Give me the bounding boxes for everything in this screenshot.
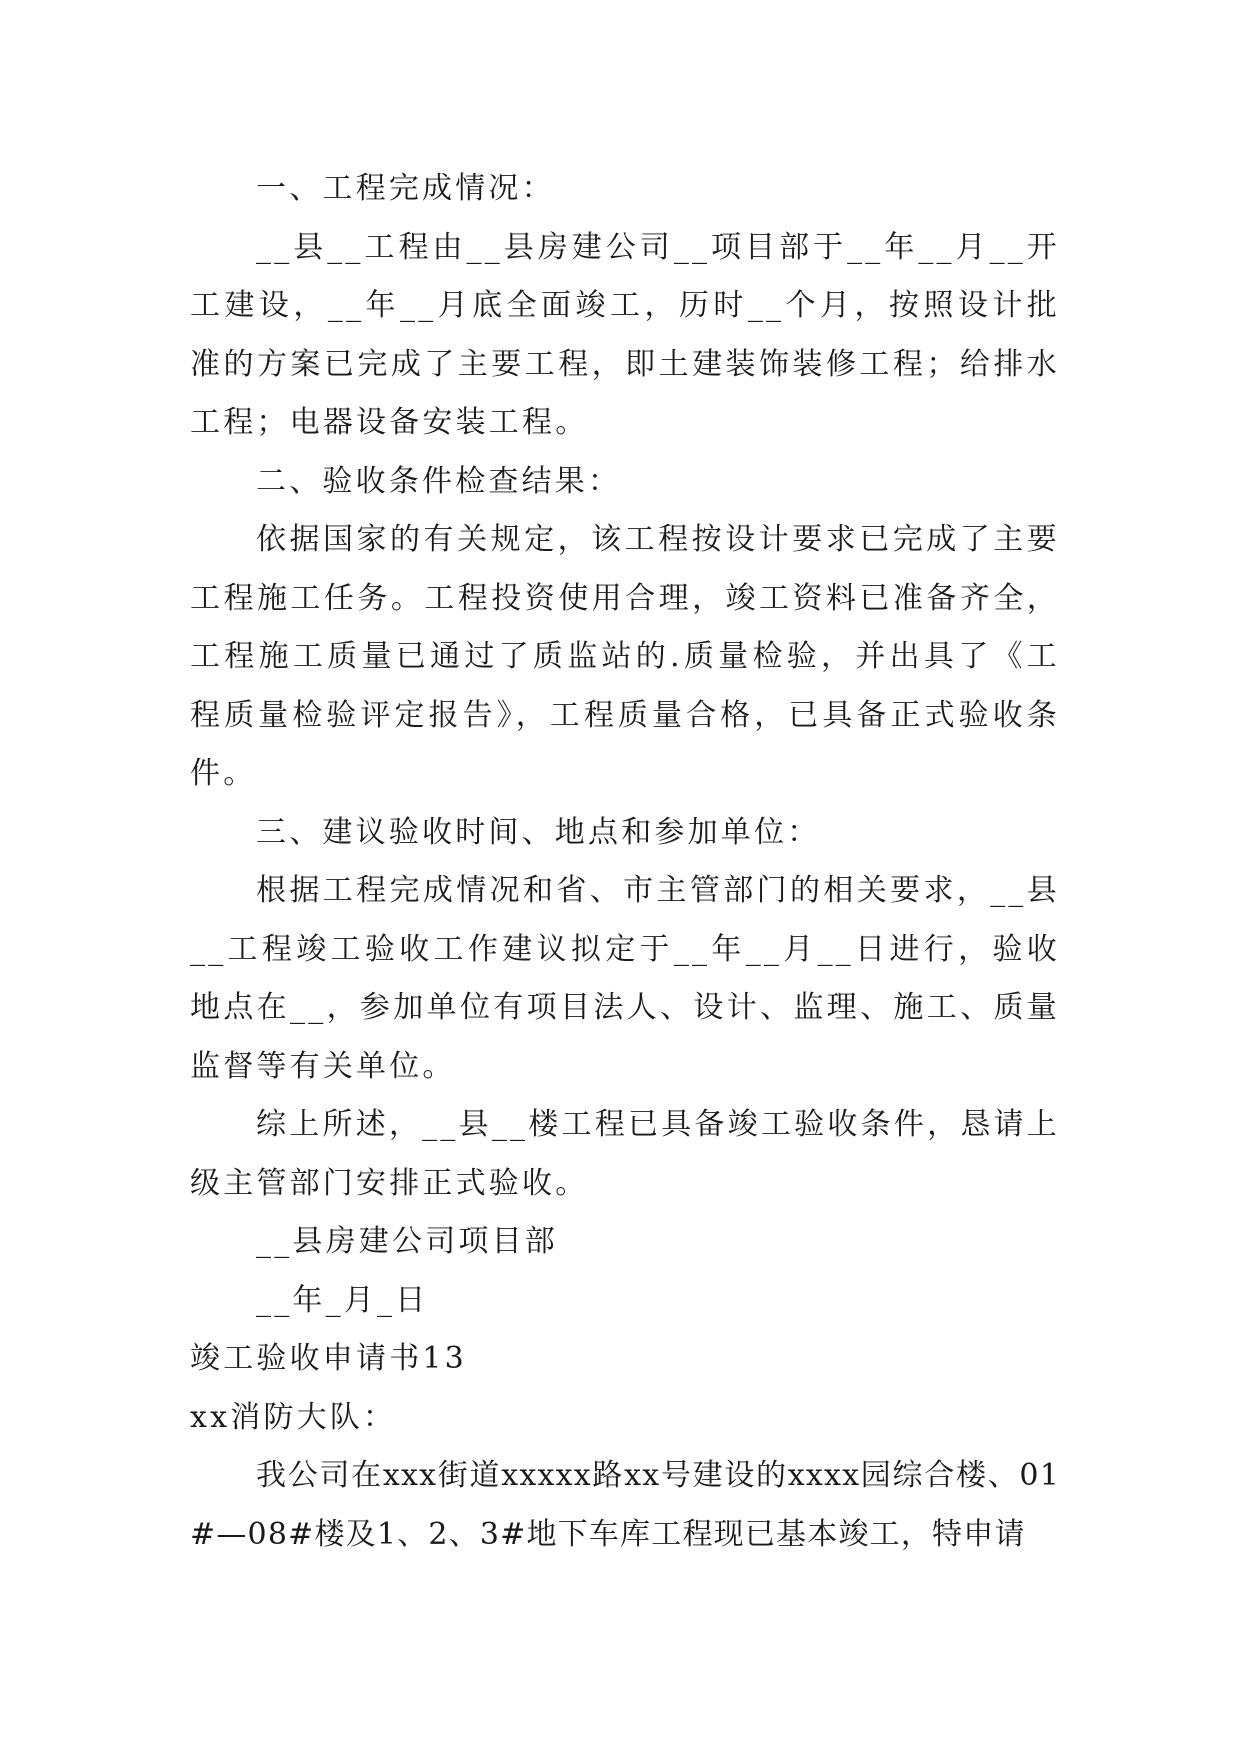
signature-organization: __县房建公司项目部	[256, 1224, 558, 1259]
paragraph-summary: 综上所述，__县__楼工程已具备竣工验收条件，恳请上级主管部门安排正式验收。	[190, 1107, 1060, 1201]
section-heading-proposal: 三、建议验收时间、地点和参加单位：	[256, 814, 821, 850]
paragraph-inspection-results: 依据国家的有关规定，该工程按设计要求已完成了主要工程施工任务。工程投资使用合理，竣工资料已准备齐全，工程施工质量已通过了质监站的.质量检验，并出具了《工程质量检验评定报告》，工程质量合格，已具备正式验收条件。	[190, 522, 1060, 791]
paragraph-proposal-details: 根据工程完成情况和省、市主管部门的相关要求，__县__工程竣工验收工作建议拟定于__年__月__日进行，验收地点在__，参加单位有项目法人、设计、监理、施工、质量监督等有关单位。	[190, 873, 1060, 1084]
section-heading-inspection: 二、验收条件检查结果：	[256, 463, 622, 499]
addressee: xx消防大队：	[190, 1399, 397, 1435]
signature-date: __年_月_日	[256, 1282, 429, 1318]
paragraph-application: 我公司在xxx街道xxxxx路xx号建设的xxxx园综合楼、01#—08#楼及1、2、3#地下车库工程现已基本竣工，特申请	[190, 1458, 1060, 1552]
section-heading-completion: 一、工程完成情况：	[256, 171, 555, 206]
paragraph-completion-details: __县__工程由__县房建公司__项目部于__年__月__开工建设，__年__月底全面竣工，历时__个月，按照设计批准的方案已完成了主要工程，即土建装饰装修工程；给排水工程；电器设备安装工程。	[190, 229, 1060, 440]
document-page	[190, 160, 1060, 1564]
document-title: 竣工验收申请书13	[190, 1341, 467, 1376]
